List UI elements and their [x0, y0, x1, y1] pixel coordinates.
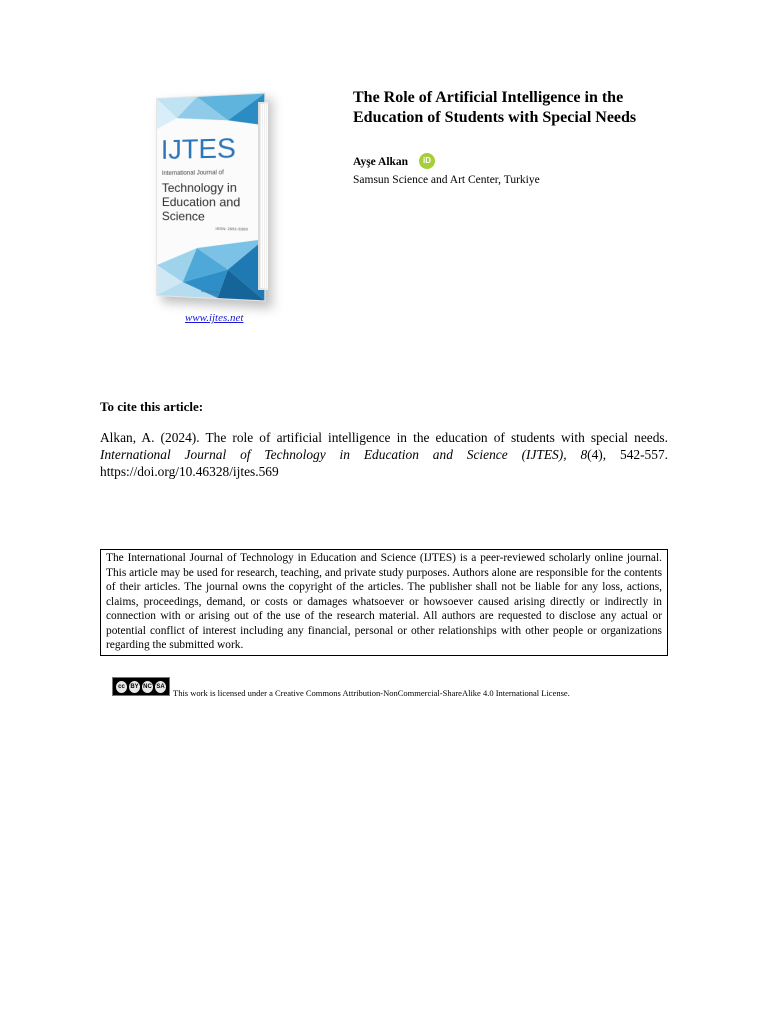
journal-disclaimer-box: The International Journal of Technology in Education and Science (IJTES) is a peer-reviewed scholarly online journal. This article may be used for research, teaching, and private study purposes. Authors alone are responsible for the contents of their articles. The journal owns the copyright of the articles. The publisher shall not be liable for any loss, actions, claims, proceedings, demand, or costs or damages whatsoever or howsoever caused arising directly or indirectly in connection with or arising out of the use of the research material. All authors are requested to disclose any actual or potential conflict of interest including any financial, personal or other relationships with other people or organizations regarding the submitted work. — [100, 549, 668, 656]
cover-subtitle-small: International Journal of — [161, 170, 224, 177]
cc-by-icon: BY — [128, 680, 141, 694]
citation-prefix: Alkan, A. (2024). The role of artificial intelligence in the education of students with special needs. — [100, 430, 668, 445]
cover-title: IJTES — [160, 132, 236, 165]
cover-url: www.ijtes.net — [201, 289, 220, 295]
orcid-icon[interactable]: iD — [419, 153, 435, 169]
author-name: Ayşe Alkan — [353, 156, 409, 168]
journal-website-link[interactable]: www.ijtes.net — [185, 312, 244, 324]
cc-icon: cc — [115, 680, 128, 694]
cc-license-badge[interactable] — [112, 677, 170, 696]
citation-heading: To cite this article: — [100, 399, 204, 414]
cover-polygon-art-top — [157, 94, 264, 133]
article-title: The Role of Artificial Intelligence in the Education of Students with Special Needs — [353, 89, 637, 126]
cc-nc-icon: NC — [141, 680, 154, 694]
journal-cover-pages — [260, 104, 268, 288]
license-text: This work is licensed under a Creative Commons Attribution-NonCommercial-ShareAlike 4.0 International License. — [173, 688, 570, 698]
citation-journal: International Journal of Technology in Education and Science (IJTES), 8 — [100, 447, 588, 462]
journal-cover-front — [156, 93, 265, 302]
cover-subtitle-main: Technology in Education and Science — [161, 180, 241, 224]
citation-issue-pages[interactable]: (4), 542-557. https://doi.org/10.46328/ijtes.569 — [100, 447, 668, 479]
cover-issn: ISSN: 2651-5369 — [215, 225, 248, 232]
cc-sa-icon: SA — [154, 680, 167, 694]
journal-cover — [148, 88, 328, 310]
citation-text — [100, 429, 668, 480]
author-affiliation: Samsun Science and Art Center, Turkiye — [353, 174, 540, 186]
